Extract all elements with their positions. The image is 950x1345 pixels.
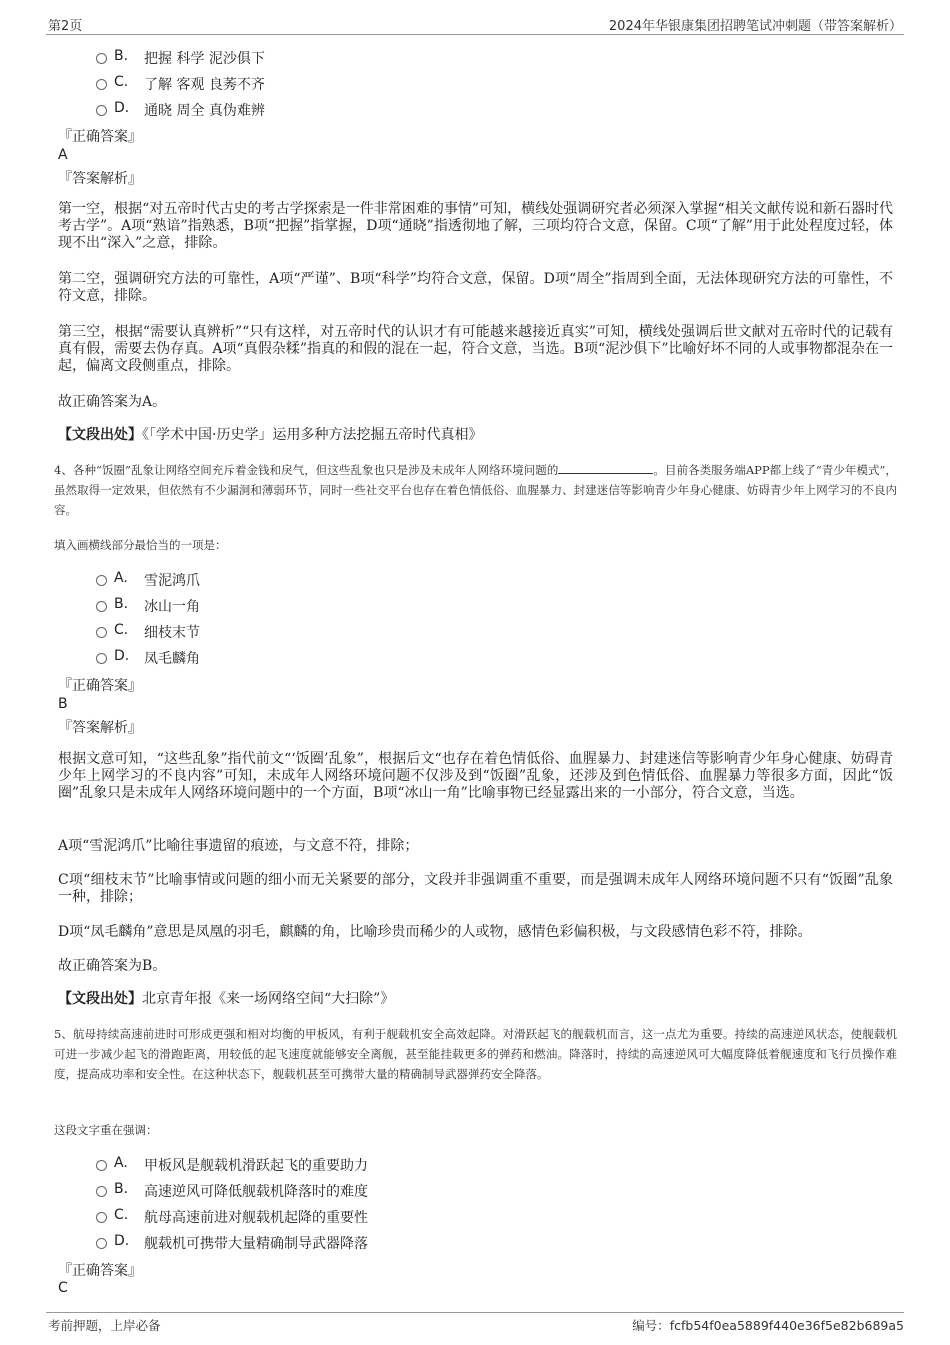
option-letter: B. (114, 1181, 129, 1197)
q3-source (58, 427, 893, 444)
q3-analysis-label: 『答案解析』 (58, 171, 142, 187)
document-id: 编号：fcfb54f0ea5889f440e36f5e82b689a5 (632, 1318, 904, 1333)
radio-icon[interactable] (96, 53, 107, 64)
option-text: 航母高速前进对舰载机起降的重要性 (144, 1210, 368, 1226)
option-letter: D. (114, 1233, 130, 1249)
option-letter: C. (114, 74, 129, 90)
radio-icon[interactable] (96, 601, 107, 612)
page-header (46, 14, 904, 35)
q4-answer: B (58, 696, 68, 712)
q4-analysis-para-2: A项“雪泥鸿爪”比喻往事遗留的痕迹，与文意不符，排除； (58, 838, 419, 854)
q4-stem (54, 460, 897, 520)
option-text: 甲板风是舰载机滑跃起飞的重要助力 (144, 1158, 368, 1174)
option-text: 通晓 周全 真伪难辨 (144, 103, 265, 119)
option-letter: A. (114, 570, 128, 586)
option-letter: C. (114, 1207, 129, 1223)
page-number: 第2页 (48, 19, 83, 34)
q4-analysis-para-3: C项“细枝末节”比喻事情或问题的细小而无关紧要的部分，文段并非强调重不重要，而是强调未成年人网络环境问题不只有“饭圈”乱象一种，排除； (58, 872, 893, 905)
q4-analysis-para-1: 根据文意可知，“这些乱象”指代前文“‘饭圈’乱象”，根据后文“也存在着色情低俗、血腥暴力、封建迷信等影响青少年身心健康、妨碍青少年上网学习的不良内容”可知，未成年人网络环境问题不仅涉及到“饭圈”乱象，还涉及到色情低俗、血腥暴力等很多方面，因此“饭圈”乱象只是未成年人网络环境问题中的一个方面，B项“冰山一角”比喻事物已经显露出来的一小部分，符合文意，当选。 (58, 751, 893, 801)
radio-icon[interactable] (96, 653, 107, 664)
radio-icon[interactable] (96, 1238, 107, 1249)
q4-stem-after: 。目前各类服务端APP都上线了“青少年模式”，虽然取得一定效果，但依然有不少漏洞和薄弱环节，同时一些社交平台也存在着色情低俗、血腥暴力、封建迷信等影响青少年身心健康、妨碍青少年上网学习的不良内容。 (54, 463, 897, 517)
q3-analysis-para-3: 第三空，根据“需要认真辨析”“只有这样，对五帝时代的认识才有可能越来越接近真实”可知，横线处强调后世文献对五帝时代的记载有真有假，需要去伪存真。A项“真假杂糅”指真的和假的混在一起，符合文意，当选。B项“泥沙俱下”比喻好坏不同的人或事物都混杂在一起，偏离文段侧重点，排除。 (58, 324, 893, 374)
option-text: 了解 客观 良莠不齐 (144, 77, 265, 93)
radio-icon[interactable] (96, 79, 107, 90)
q5-stem: 5、航母持续高速前进时可形成更强和相对均衡的甲板风，有利于舰载机安全高效起降。对滑跃起飞的舰载机而言，这一点尤为重要。持续的高速逆风状态，使舰载机可进一步减少起飞的滑跑距离，用较低的起飞速度就能够安全离舰，甚至能挂载更多的弹药和燃油。降落时，持续的高速逆风可大幅度降低着舰速度和飞行员操作难度，提高成功率和安全性。在这种状态下，舰载机甚至可携带大量的精确制导武器弹药安全降落。 (54, 1027, 897, 1081)
q3-answer-label: 『正确答案』 (58, 129, 142, 145)
fill-blank (558, 461, 653, 474)
source-text: 《「学术中国·历史学」运用多种方法挖掘五帝时代真相》 (142, 427, 483, 443)
option-letter: C. (114, 622, 129, 638)
option-text: 高速逆风可降低舰载机降落时的难度 (144, 1184, 368, 1200)
radio-icon[interactable] (96, 1212, 107, 1223)
option-text: 冰山一角 (144, 599, 200, 615)
q4-conclusion: 故正确答案为B。 (58, 958, 167, 974)
document-title: 2024年华银康集团招聘笔试冲刺题（带答案解析） (608, 19, 902, 34)
q4-analysis-para-4: D项“凤毛麟角”意思是凤凰的羽毛，麒麟的角，比喻珍贵而稀少的人或物，感情色彩偏积极，与文段感情色彩不符，排除。 (58, 924, 812, 940)
q4-prompt: 填入画横线部分最恰当的一项是： (54, 538, 227, 552)
radio-icon[interactable] (96, 1186, 107, 1197)
option-letter: B. (114, 48, 129, 64)
option-letter: B. (114, 596, 129, 612)
option-text: 细枝末节 (144, 625, 200, 641)
option-text: 雪泥鸿爪 (144, 573, 200, 589)
q5-answer: C (58, 1280, 68, 1296)
radio-icon[interactable] (96, 627, 107, 638)
q4-stem-before: 4、各种“饭圈”乱象让网络空间充斥着金钱和戾气，但这些乱象也只是涉及未成年人网络环境问题的 (54, 463, 559, 477)
source-text: 北京青年报《来一场网络空间“大扫除”》 (142, 991, 395, 1007)
q4-answer-label: 『正确答案』 (58, 678, 142, 694)
q3-analysis-para-1: 第一空，根据“对五帝时代古史的考古学探索是一件非常困难的事情”可知，横线处强调研究者必须深入掌握“相关文献传说和新石器时代考古学”。A项“熟谙”指熟悉，B项“把握”指掌握，D项“通晓”指透彻地了解，三项均符合文意，保留。C项“了解”用于此处程度过轻，体现不出“深入”之意，排除。 (58, 201, 893, 251)
option-letter: D. (114, 100, 130, 116)
option-letter: D. (114, 648, 130, 664)
option-letter: A. (114, 1155, 128, 1171)
q4-analysis-label: 『答案解析』 (58, 720, 142, 736)
radio-icon[interactable] (96, 105, 107, 116)
option-text: 舰载机可携带大量精确制导武器降落 (144, 1236, 368, 1252)
q3-analysis-para-2: 第二空，强调研究方法的可靠性，A项“严谨”、B项“科学”均符合文意，保留。D项“周全”指周到全面，无法体现研究方法的可靠性，不符文意，排除。 (58, 271, 893, 304)
radio-icon[interactable] (96, 575, 107, 586)
footer-slogan: 考前押题，上岸必备 (48, 1318, 161, 1333)
q5-prompt: 这段文字重在强调： (54, 1123, 158, 1137)
source-label: 【文段出处】 (58, 991, 142, 1007)
page-footer (46, 1312, 904, 1337)
q3-conclusion: 故正确答案为A。 (58, 394, 167, 410)
q5-answer-label: 『正确答案』 (58, 1263, 142, 1279)
option-text: 把握 科学 泥沙俱下 (144, 51, 265, 67)
option-text: 凤毛麟角 (144, 651, 200, 667)
source-label: 【文段出处】 (58, 427, 142, 443)
q3-answer: A (58, 147, 68, 163)
q4-source (58, 991, 893, 1008)
radio-icon[interactable] (96, 1160, 107, 1171)
